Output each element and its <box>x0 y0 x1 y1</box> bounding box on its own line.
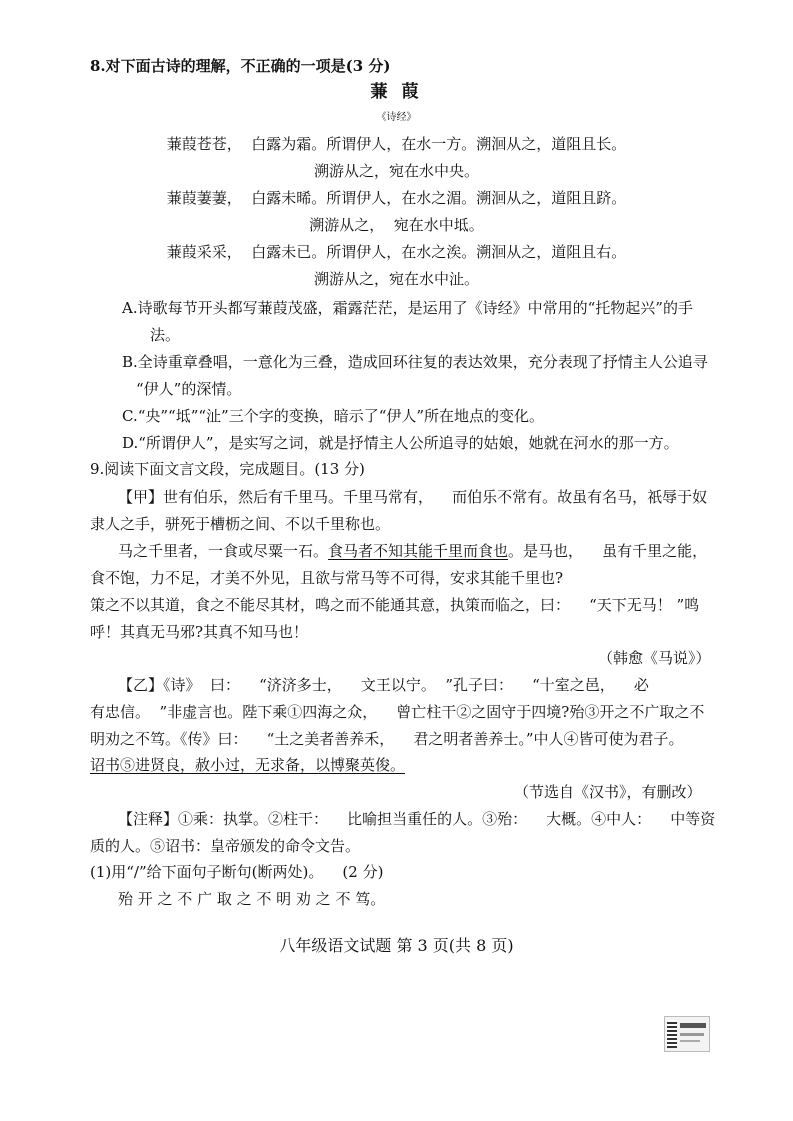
option-a-line-1: A.诗歌每节开头都写蒹葭茂盛，霜露茫茫，是运用了《诗经》中常用的“托物起兴”的手 <box>122 299 693 317</box>
passage-jia-line-5: 策之不以其道，食之不能尽其材，鸣之而不能通其意，执策而临之，曰： “天下无马！ ”鸣 <box>90 596 700 614</box>
passage-jia-line-3 <box>118 541 707 561</box>
poem-line-6: 溯游从之，宛在水中沚。 <box>313 270 479 288</box>
passage-jia-line-4: 食不饱，力不足，才美不外见，且欲与常马等不可得，安求其能千里也? <box>90 569 564 587</box>
poem-line-3: 蒹葭萋萋， 白露未晞。所谓伊人，在水之湄。溯洄从之，道阻且跻。 <box>166 189 627 207</box>
poem-source: 《诗经》 <box>376 112 417 123</box>
passage-jia-line-2: 隶人之手，骈死于槽枥之间、不以千里称也。 <box>90 515 391 533</box>
poem-line-1: 蒹葭苍苍， 白露为霜。所谓伊人，在水一方。溯洄从之，道阻且长。 <box>166 135 627 153</box>
option-b-line-1: B.全诗重章叠唱，一意化为三叠，造成回环往复的表达效果，充分表现了抒情主人公追寻 <box>122 353 708 371</box>
poem-line-4: 溯游从之， 宛在水中坻。 <box>309 216 484 234</box>
option-a-line-2: 法。 <box>150 326 181 344</box>
question-8-stem: 8.对下面古诗的理解，不正确的一项是(3 分) <box>90 57 391 75</box>
passage-jia-source: （韩愈《马说》） <box>598 649 711 667</box>
option-b-line-2: “伊人”的深情。 <box>136 380 242 398</box>
qr-code-icon <box>664 1016 710 1052</box>
sub-question-1-stem: (1)用“/”给下面句子断句(断两处)。 (2 分) <box>90 863 384 881</box>
notes-line-1: 【注释】①乘：执掌。②柱干： 比喻担当重任的人。③殆： 大概。④中人： 中等资 <box>118 810 716 828</box>
jia-line-3-start: 马之千里者，一食或尽粟一石。 <box>118 542 329 560</box>
passage-yi-line-3: 明劝之不笃。《传》曰： “土之美者善养禾， 君之明者善养士。”中人④皆可使为君子。 <box>90 730 684 748</box>
jia-line-3-end: 。是马也， 虽有千里之能， <box>508 542 708 560</box>
poem-line-5: 蒹葭采采， 白露未已。所谓伊人，在水之涘。溯洄从之，道阻且右。 <box>166 243 627 261</box>
page-footer: 八年级语文试题 第 3 页(共 8 页) <box>279 936 514 955</box>
passage-yi-source: （节选自《汉书》，有删改） <box>514 783 702 801</box>
underlined-sentence-yi: 诏书⑤进贤良，赦小过，无求备，以博聚英俊。 <box>90 756 406 774</box>
passage-jia-line-1: 【甲】世有伯乐，然后有千里马。千里马常有， 而伯乐不常有。故虽有名马，祇辱于奴 <box>118 488 708 506</box>
question-9-stem: 9.阅读下面文言文段，完成题目。(13 分) <box>90 460 365 478</box>
poem-line-2: 溯游从之，宛在水中央。 <box>313 162 479 180</box>
punctuation-sentence: 殆 开 之 不 广 取 之 不 明 劝 之 不 笃。 <box>118 890 386 908</box>
poem-title: 蒹 葭 <box>370 82 423 102</box>
passage-yi-line-1: 【乙】《诗》 曰： “济济多士， 文王以宁。 ”孔子曰： “十室之邑， 必 <box>118 676 649 694</box>
option-c: C.“央”“坻”“沚”三个字的变换，暗示了“伊人”所在地点的变化。 <box>122 407 545 425</box>
passage-yi-line-2: 有忠信。 ”非虚言也。陛下乘①四海之众， 曾亡柱干②之固守于四境?殆③开之不广取之不 <box>90 703 705 721</box>
passage-jia-line-6: 呼！其真无马邪?其真不知马也！ <box>90 623 309 641</box>
notes-line-2: 质的人。⑤诏书：皇帝颁发的命令文告。 <box>90 837 361 855</box>
option-d: D.“所谓伊人”，是实写之词，就是抒情主人公所追寻的姑娘，她就在河水的那一方。 <box>122 434 679 452</box>
underlined-sentence-jia: 食马者不知其能千里而食也 <box>328 542 509 560</box>
